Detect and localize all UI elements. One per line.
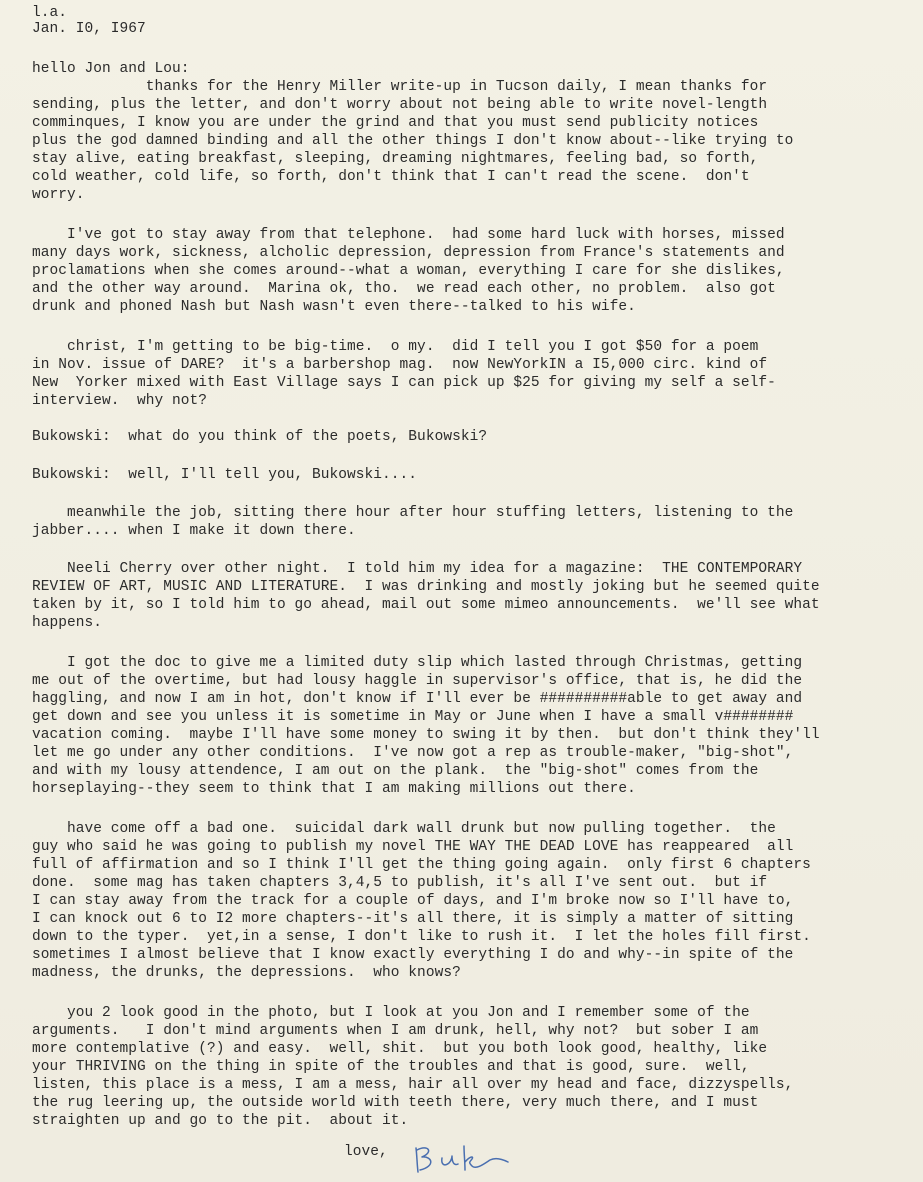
body-line: interview. why not? (32, 393, 208, 409)
body-line: and with my lousy attendence, I am out on the plank. the "big-shot" comes from the (32, 763, 759, 779)
body-line: Bukowski: what do you think of the poets, Bukowski? (32, 429, 488, 445)
body-line: haggling, and now I am in hot, don't know if I'll ever be ##########able to get away and (32, 691, 803, 707)
body-line: jabber.... when I make it down there. (32, 523, 356, 539)
body-line: I can knock out 6 to I2 more chapters--it's all there, it is simply a matter of sitting (32, 911, 794, 927)
body-line: guy who said he was going to publish my novel THE WAY THE DEAD LOVE has reappeared all (32, 839, 794, 855)
body-line: thanks for the Henry Miller write-up in Tucson daily, I mean thanks for (32, 79, 768, 95)
signature (408, 1140, 518, 1178)
body-line: New Yorker mixed with East Village says I can pick up $25 for giving my self a self- (32, 375, 776, 391)
body-line: horseplaying--they seem to think that I am making millions out there. (32, 781, 636, 797)
body-line: worry. (32, 187, 85, 203)
body-line: christ, I'm getting to be big-time. o my. did I tell you I got $50 for a poem (32, 339, 759, 355)
body-line: straighten up and go to the pit. about it. (32, 1113, 409, 1129)
body-line: REVIEW OF ART, MUSIC AND LITERATURE. I was drinking and mostly joking but he seemed quite (32, 579, 820, 595)
body-line: vacation coming. maybe I'll have some money to swing it by then. but don't think they'll (32, 727, 820, 743)
body-line: cold weather, cold life, so forth, don't think that I can't read the scene. don't (32, 169, 750, 185)
header-place: l.a. (32, 5, 68, 21)
body-line: arguments. I don't mind arguments when I am drunk, hell, why not? but sober I am (32, 1023, 759, 1039)
body-line: happens. (32, 615, 103, 631)
body-line: meanwhile the job, sitting there hour after hour stuffing letters, listening to the (32, 505, 794, 521)
body-line: down to the typer. yet,in a sense, I don't like to rush it. I let the holes fill first. (32, 929, 811, 945)
body-line: your THRIVING on the thing in spite of the troubles and that is good, sure. well, (32, 1059, 750, 1075)
body-line: I can stay away from the track for a couple of days, and I'm broke now so I'll have to, (32, 893, 794, 909)
body-line: listen, this place is a mess, I am a mess, hair all over my head and face, dizzyspells, (32, 1077, 794, 1093)
body-line: proclamations when she comes around--what a woman, everything I care for she dislikes, (32, 263, 785, 279)
body-line: I've got to stay away from that telephone. had some hard luck with horses, missed (32, 227, 785, 243)
body-line: taken by it, so I told him to go ahead, mail out some mimeo announcements. we'll see what (32, 597, 820, 613)
body-line: let me go under any other conditions. I've now got a rep as trouble-maker, "big-shot", (32, 745, 794, 761)
body-line: sending, plus the letter, and don't worry about not being able to write novel-length (32, 97, 768, 113)
closing: love, (344, 1144, 388, 1160)
body-line: madness, the drunks, the depressions. who knows? (32, 965, 461, 981)
body-line: Bukowski: well, I'll tell you, Bukowski.... (32, 467, 418, 483)
body-line: sometimes I almost believe that I know exactly everything I do and why--in spite of the (32, 947, 794, 963)
header-date: Jan. I0, I967 (32, 21, 146, 37)
body-line: comminques, I know you are under the grind and that you must send publicity notices (32, 115, 759, 131)
body-line: done. some mag has taken chapters 3,4,5 to publish, it's all I've sent out. but if (32, 875, 768, 891)
body-line: me out of the overtime, but had lousy haggle in supervisor's office, that is, he did the (32, 673, 803, 689)
body-line: more contemplative (?) and easy. well, shit. but you both look good, healthy, like (32, 1041, 768, 1057)
body-line: plus the god damned binding and all the other things I don't know about--like trying to (32, 133, 794, 149)
body-line: you 2 look good in the photo, but I look at you Jon and I remember some of the (32, 1005, 750, 1021)
body-line: get down and see you unless it is sometime in May or June when I have a small v######## (32, 709, 794, 725)
body-line: drunk and phoned Nash but Nash wasn't even there--talked to his wife. (32, 299, 636, 315)
body-line: I got the doc to give me a limited duty slip which lasted through Christmas, getting (32, 655, 803, 671)
body-line: full of affirmation and so I think I'll get the thing going again. only first 6 chapters (32, 857, 811, 873)
body-line: stay alive, eating breakfast, sleeping, dreaming nightmares, feeling bad, so forth, (32, 151, 759, 167)
body-line: Neeli Cherry over other night. I told him my idea for a magazine: THE CONTEMPORARY (32, 561, 803, 577)
body-line: have come off a bad one. suicidal dark wall drunk but now pulling together. the (32, 821, 776, 837)
body-line: and the other way around. Marina ok, tho. we read each other, no problem. also got (32, 281, 776, 297)
body-line: the rug leering up, the outside world with teeth there, very much there, and I must (32, 1095, 759, 1111)
salutation: hello Jon and Lou: (32, 61, 190, 77)
body-line: many days work, sickness, alcholic depression, depression from France's statements and (32, 245, 785, 261)
body-line: in Nov. issue of DARE? it's a barbershop mag. now NewYorkIN a I5,000 circ. kind of (32, 357, 768, 373)
